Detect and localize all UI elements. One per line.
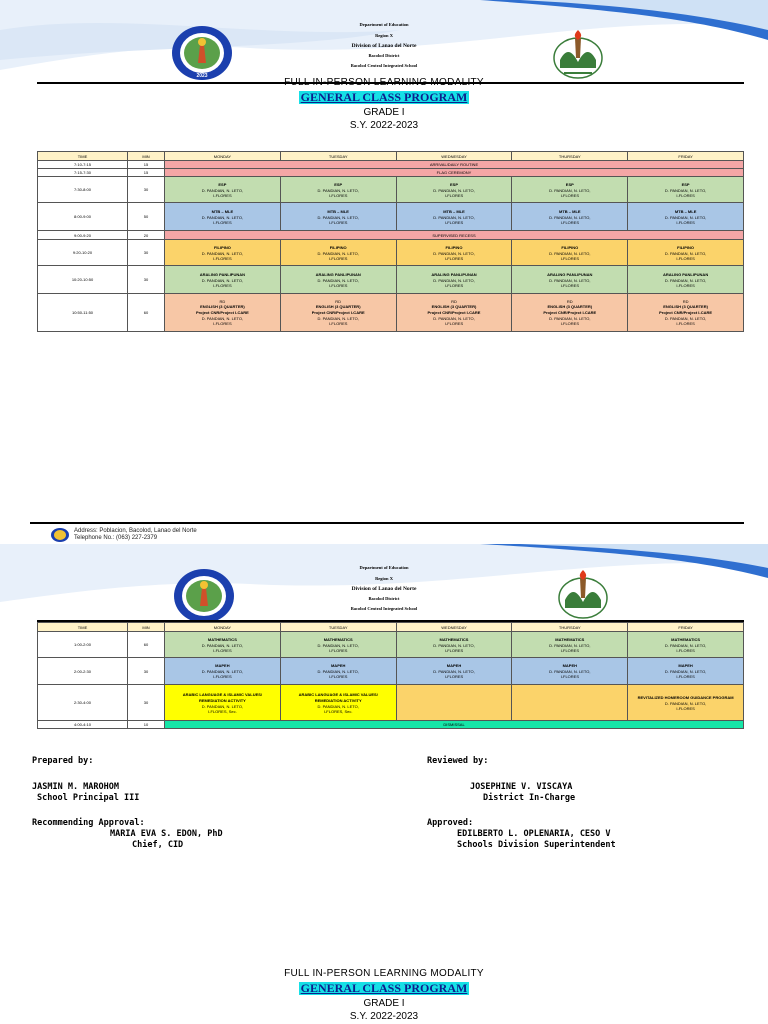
table-row <box>38 294 744 332</box>
subject-label: MTB – MLE <box>674 208 697 214</box>
section-label: I-FLORES <box>560 674 580 679</box>
subject-label: ARABIC LANGUAGE & ISLAMIC VALUES/ <box>182 691 263 697</box>
teacher-label: D. PANDIAN, N. LETO, <box>664 669 707 674</box>
col-header-min: MIN <box>128 152 165 161</box>
subject-label: FILIPINO <box>213 244 231 250</box>
school-name: Bacolod Central Integrated School <box>350 606 418 611</box>
table-row <box>38 266 744 294</box>
section-label: I-FLORES <box>676 219 695 225</box>
prepared-by-title: School Principal III <box>37 793 140 803</box>
program-title-block <box>0 77 768 132</box>
schedule-table-morning <box>37 151 744 332</box>
agency-header-2 <box>0 563 768 614</box>
section-label: I-FLORES <box>328 674 348 679</box>
time-cell: 2:00-2:30 <box>38 658 128 685</box>
teacher-label: D. PANDIAN, N. LETO, <box>664 250 707 256</box>
subject-cell <box>280 294 396 332</box>
teacher-label: D. PANDIAN, N. LETO, <box>549 642 591 648</box>
table-header-row <box>38 152 744 161</box>
superscript-label: RD <box>682 299 689 304</box>
program-title-block-bottom <box>0 968 768 1023</box>
teacher-label: D. PANDIAN, N. LETO, <box>549 316 591 321</box>
teacher-label: D. PANDIAN, N. LETO, <box>201 277 244 283</box>
section-label: I-FLORES <box>676 255 695 261</box>
dept-name: Department of Education <box>359 22 409 27</box>
section-label: I-FLORES <box>328 321 348 326</box>
modality-title: FULL IN-PERSON LEARNING MODALITY <box>284 77 484 88</box>
time-cell: 7:30-8:00 <box>38 177 128 203</box>
teacher-label: D. PANDIAN, N. LETO, <box>317 214 359 220</box>
subject-label: ESP <box>565 181 574 187</box>
min-cell: 30 <box>128 658 165 685</box>
subject-cell <box>628 240 744 266</box>
col-header-tuesday: TUESDAY <box>280 152 396 161</box>
prepared-by-name: JASMIN M. MAROHOM <box>32 782 119 792</box>
teacher-label: D. PANDIAN, N. LETO, <box>549 277 591 283</box>
teacher-label: D. PANDIAN, N. LETO, <box>549 250 591 256</box>
subject-label: MATHEMATICS <box>671 636 701 642</box>
school-year: S.Y. 2022-2023 <box>349 120 419 131</box>
subject-label: ENGLISH (3 QUARTER) <box>547 304 593 309</box>
subject-cell <box>512 685 628 721</box>
section-label: I-FLORES <box>444 674 464 679</box>
division-name: Division of Lanao del Norte <box>351 43 417 49</box>
section-label: I-FLORES <box>213 647 232 653</box>
subject-cell <box>628 658 744 685</box>
teacher-label: D. PANDIAN, N. LETO, <box>664 187 707 193</box>
reviewed-by-name: JOSEPHINE V. VISCAYA <box>470 782 573 792</box>
subject-label: ARALING PANLIPUNAN <box>662 271 709 277</box>
teacher-label: D. PANDIAN, N. LETO, <box>549 214 591 220</box>
subject-label: ESP <box>449 181 458 187</box>
min-cell: 60 <box>128 632 165 658</box>
teacher-label: D. PANDIAN, N. LETO, <box>201 703 244 709</box>
teacher-label: D. PANDIAN, N. LETO, <box>201 316 244 321</box>
school-year: S.Y. 2022-2023 <box>349 1011 419 1022</box>
footer-seal-icon <box>50 527 70 543</box>
section-label: I-FLORES <box>444 192 464 198</box>
span-activity-cell: ARRIVAL/DAILY ROUTINE <box>165 161 744 169</box>
grade-title: GRADE I <box>363 998 405 1009</box>
project-label: Project CNR/Project I-CARE <box>659 310 713 315</box>
section-label: I-FLORES <box>444 282 464 288</box>
subject-label: MTB – MLE <box>211 208 234 214</box>
teacher-label: D. PANDIAN, N. LETO, <box>317 703 359 709</box>
col-header-monday: MONDAY <box>165 623 281 632</box>
teacher-label: D. PANDIAN, N. LETO, <box>317 642 359 648</box>
col-header-friday: FRIDAY <box>628 623 744 632</box>
teacher-label: D. PANDIAN, N. LETO, <box>201 642 244 648</box>
section-label: I-FLORES <box>328 255 348 261</box>
subject-cell <box>628 203 744 231</box>
recommending-label: Recommending Approval: <box>32 818 145 828</box>
section-label: I-FLORES <box>213 255 232 261</box>
table-header-row <box>38 623 744 632</box>
time-cell: 7:10-7:15 <box>38 161 128 169</box>
approved-title: Schools Division Superintendent <box>457 840 616 850</box>
subject-cell <box>628 266 744 294</box>
table-row <box>38 169 744 177</box>
grade-title: GRADE I <box>363 107 405 118</box>
subject-cell <box>512 240 628 266</box>
subject-cell <box>165 632 281 658</box>
subject-label: FILIPINO <box>329 244 347 250</box>
section-label: I-FLORES <box>676 705 695 711</box>
subject-label: ENGLISH (3 QUARTER) <box>663 304 708 309</box>
subject-cell <box>280 266 396 294</box>
subject-label: MAPEH <box>330 663 346 668</box>
col-header-thursday: THURSDAY <box>512 152 628 161</box>
min-cell: 50 <box>128 203 165 231</box>
section-label: I-FLORES <box>328 219 348 225</box>
teacher-label: D. PANDIAN, N. LETO, <box>433 642 475 648</box>
teacher-label: D. PANDIAN, N. LETO, <box>317 187 359 193</box>
superscript-label: RD <box>219 299 226 304</box>
teacher-label: D. PANDIAN, N. LETO, <box>664 700 707 706</box>
section-label: I-FLORES <box>560 219 580 225</box>
min-cell: 60 <box>128 294 165 332</box>
subject-cell <box>280 685 396 721</box>
teacher-label: D. PANDIAN, N. LETO, <box>317 316 359 321</box>
teacher-label: D. PANDIAN, N. LETO, <box>664 214 707 220</box>
district-name: Bacolod District <box>368 53 400 58</box>
section-label: I-FLORES <box>676 321 695 326</box>
table-row <box>38 240 744 266</box>
subject-label: ARALING PANLIPUNAN <box>431 271 477 277</box>
subject-label: ESP <box>681 181 690 187</box>
approved-name: EDILBERTO L. OPLENARIA, CESO V <box>457 829 611 839</box>
teacher-label: D. PANDIAN, N. LETO, <box>317 669 359 674</box>
section-label: I-FLORES <box>444 647 464 653</box>
subject-label: MAPEH <box>678 663 693 668</box>
section-label: I-FLORES <box>213 192 232 198</box>
reviewed-by-title: District In-Charge <box>483 793 576 803</box>
subject-cell <box>280 203 396 231</box>
subject-cell <box>165 177 281 203</box>
recommending-title: Chief, CID <box>132 840 184 850</box>
time-cell: 10:50-11:50 <box>38 294 128 332</box>
span-activity-cell: DISMISSAL <box>165 721 744 729</box>
subject-label: MATHEMATICS <box>555 636 585 642</box>
subject-cell <box>512 266 628 294</box>
approved-label: Approved: <box>427 818 474 828</box>
subject-label: ESP <box>218 181 227 187</box>
subject-label: MAPEH <box>446 663 462 668</box>
subject-label: ARALING PANLIPUNAN <box>547 271 593 277</box>
subject-label-2: REMEDIATION ACTIVITY <box>198 697 246 703</box>
division-name: Division of Lanao del Norte <box>351 586 417 592</box>
footer-rule <box>30 522 744 524</box>
col-header-thursday: THURSDAY <box>512 623 628 632</box>
section-label: I-FLORES <box>676 192 695 198</box>
table-row <box>38 203 744 231</box>
subject-cell <box>280 177 396 203</box>
subject-cell <box>512 632 628 658</box>
subject-cell <box>165 658 281 685</box>
subject-label: ESP <box>334 181 343 187</box>
time-cell: 9:00-9:20 <box>38 231 128 240</box>
dept-name: Department of Education <box>359 565 409 570</box>
teacher-label: D. PANDIAN, N. LETO, <box>664 642 707 648</box>
teacher-label: D. PANDIAN, N. LETO, <box>317 277 359 283</box>
time-cell: 7:15-7:30 <box>38 169 128 177</box>
min-cell: 30 <box>128 240 165 266</box>
subject-cell <box>280 658 396 685</box>
project-label: Project CNR/Project I-CARE <box>311 310 365 315</box>
region-name: Region X <box>375 576 393 581</box>
table-row <box>38 658 744 685</box>
modality-title: FULL IN-PERSON LEARNING MODALITY <box>284 968 484 979</box>
section-label: I-FLORES <box>444 219 464 225</box>
section-label: I-FLORES, Sec. <box>323 708 353 714</box>
teacher-label: D. PANDIAN, N. LETO, <box>433 669 475 674</box>
teacher-label: D. PANDIAN, N. LETO, <box>664 277 707 283</box>
subject-cell <box>512 294 628 332</box>
subject-cell <box>512 177 628 203</box>
min-cell: 20 <box>128 231 165 240</box>
subject-label: ARABIC LANGUAGE & ISLAMIC VALUES/ <box>298 691 378 697</box>
col-header-min: MIN <box>128 623 165 632</box>
school-name: Bacolod Central Integrated School <box>350 63 418 68</box>
subject-cell <box>628 632 744 658</box>
section-label: I-FLORES <box>328 282 348 288</box>
subject-label-2: REMEDIATION ACTIVITY <box>314 697 362 703</box>
min-cell: 15 <box>128 161 165 169</box>
subject-cell <box>396 294 512 332</box>
min-cell: 15 <box>128 169 165 177</box>
subject-label: MAPEH <box>562 663 578 668</box>
recommending-name: MARIA EVA S. EDON, PhD <box>110 829 223 839</box>
telephone-line: Telephone No.: (063) 227-2379 <box>74 535 158 541</box>
teacher-label: D. PANDIAN, N. LETO, <box>433 214 475 220</box>
min-cell: 30 <box>128 177 165 203</box>
col-header-wednesday: WEDNESDAY <box>396 623 512 632</box>
time-cell: 2:30-4:00 <box>38 685 128 721</box>
program-title: GENERAL CLASS PROGRAM <box>300 981 468 995</box>
table-row <box>38 231 744 240</box>
project-label: Project CNR/Project I-CARE <box>195 310 249 315</box>
teacher-label: D. PANDIAN, N. LETO, <box>201 214 244 220</box>
section-label: I-FLORES <box>213 321 232 326</box>
section-label: I-FLORES <box>444 321 464 326</box>
prepared-by-label: Prepared by: <box>32 756 94 766</box>
subject-label: MATHEMATICS <box>439 636 469 642</box>
subject-label: ENGLISH (3 QUARTER) <box>200 304 245 309</box>
teacher-label: D. PANDIAN, N. LETO, <box>201 250 244 256</box>
region-name: Region X <box>375 33 393 38</box>
min-cell: 10 <box>128 721 165 729</box>
time-cell: 8:00-9:00 <box>38 203 128 231</box>
subject-cell <box>280 240 396 266</box>
section-label: I-FLORES <box>560 321 580 326</box>
superscript-label: RD <box>566 299 573 304</box>
table-row <box>38 177 744 203</box>
subject-label: ENGLISH (3 QUARTER) <box>431 304 477 309</box>
span-activity-cell: FLAG CEREMONY <box>165 169 744 177</box>
section-label: I-FLORES <box>560 647 580 653</box>
teacher-label: D. PANDIAN, N. LETO, <box>664 316 707 321</box>
col-header-tuesday: TUESDAY <box>280 623 396 632</box>
subject-cell <box>396 685 512 721</box>
teacher-label: D. PANDIAN, N. LETO, <box>433 250 475 256</box>
subject-cell <box>396 203 512 231</box>
teacher-label: D. PANDIAN, N. LETO, <box>317 250 359 256</box>
subject-label: MATHEMATICS <box>207 636 237 642</box>
subject-label: MTB – MLE <box>327 208 349 214</box>
superscript-label: RD <box>335 299 342 304</box>
subject-cell <box>165 266 281 294</box>
district-name: Bacolod District <box>368 596 400 601</box>
section-label: I-FLORES <box>560 192 580 198</box>
subject-cell <box>396 177 512 203</box>
table-row <box>38 632 744 658</box>
subject-label: FILIPINO <box>561 244 579 250</box>
subject-cell <box>512 658 628 685</box>
svg-text:2023: 2023 <box>196 73 208 79</box>
col-header-time: TIME <box>38 152 128 161</box>
subject-label: ENGLISH (3 QUARTER) <box>315 304 361 309</box>
span-activity-cell: SUPERVISED RECESS <box>165 231 744 240</box>
schedule-table-afternoon <box>37 622 744 729</box>
teacher-label: D. PANDIAN, N. LETO, <box>201 669 244 674</box>
section-label: I-FLORES <box>213 674 232 679</box>
subject-label: MATHEMATICS <box>323 636 353 642</box>
col-header-monday: MONDAY <box>165 152 281 161</box>
subject-label: MTB – MLE <box>443 208 465 214</box>
section-label: I-FLORES <box>676 282 695 288</box>
subject-cell <box>165 240 281 266</box>
teacher-label: D. PANDIAN, N. LETO, <box>549 669 591 674</box>
subject-label: REVITALIZED HOMEROOM GUIDANCE PROGRAM <box>637 694 734 700</box>
min-cell: 30 <box>128 266 165 294</box>
subject-cell <box>628 294 744 332</box>
subject-cell <box>512 203 628 231</box>
superscript-label: RD <box>451 299 457 304</box>
subject-cell <box>165 294 281 332</box>
section-label: I-FLORES <box>213 282 232 288</box>
section-label: I-FLORES <box>444 255 464 261</box>
section-label: I-FLORES <box>560 282 580 288</box>
subject-cell <box>280 632 396 658</box>
section-label: I-FLORES, Sec. <box>208 708 237 714</box>
section-label: I-FLORES <box>328 192 348 198</box>
subject-label: ARALING PANLIPUNAN <box>199 271 246 277</box>
subject-label: FILIPINO <box>677 244 695 250</box>
teacher-label: D. PANDIAN, N. LETO, <box>433 277 475 283</box>
teacher-label: D. PANDIAN, N. LETO, <box>201 187 244 193</box>
subject-cell <box>396 240 512 266</box>
footer-address <box>74 528 197 542</box>
col-header-time: TIME <box>38 623 128 632</box>
min-cell: 30 <box>128 685 165 721</box>
program-title: GENERAL CLASS PROGRAM <box>300 90 468 104</box>
section-label: I-FLORES <box>560 255 580 261</box>
subject-cell <box>165 203 281 231</box>
agency-header <box>0 20 768 71</box>
address-line: Address: Poblacion, Bacolod, Lanao del Norte <box>74 528 197 534</box>
subject-label: MAPEH <box>215 663 230 668</box>
section-label: I-FLORES <box>328 647 348 653</box>
section-label: I-FLORES <box>213 219 232 225</box>
time-cell: 9:20-10:20 <box>38 240 128 266</box>
time-cell: 1:00-2:00 <box>38 632 128 658</box>
subject-label: FILIPINO <box>445 244 463 250</box>
project-label: Project CNR/Project I-CARE <box>543 310 597 315</box>
time-cell: 4:00-4:10 <box>38 721 128 729</box>
teacher-label: D. PANDIAN, N. LETO, <box>433 316 475 321</box>
table-row <box>38 685 744 721</box>
col-header-wednesday: WEDNESDAY <box>396 152 512 161</box>
teacher-label: D. PANDIAN, N. LETO, <box>433 187 475 193</box>
table-row <box>38 161 744 169</box>
time-cell: 10:20-10:50 <box>38 266 128 294</box>
subject-cell <box>165 685 281 721</box>
subject-cell <box>396 266 512 294</box>
table-row <box>38 721 744 729</box>
subject-cell <box>628 685 744 721</box>
col-header-friday: FRIDAY <box>628 152 744 161</box>
subject-cell <box>396 632 512 658</box>
subject-cell <box>396 658 512 685</box>
subject-cell <box>628 177 744 203</box>
reviewed-by-label: Reviewed by: <box>427 756 489 766</box>
subject-label: MTB – MLE <box>559 208 581 214</box>
section-label: I-FLORES <box>676 647 695 653</box>
teacher-label: D. PANDIAN, N. LETO, <box>549 187 591 193</box>
subject-label: ARALING PANLIPUNAN <box>315 271 361 277</box>
project-label: Project CNR/Project I-CARE <box>427 310 481 315</box>
section-label: I-FLORES <box>676 674 695 679</box>
